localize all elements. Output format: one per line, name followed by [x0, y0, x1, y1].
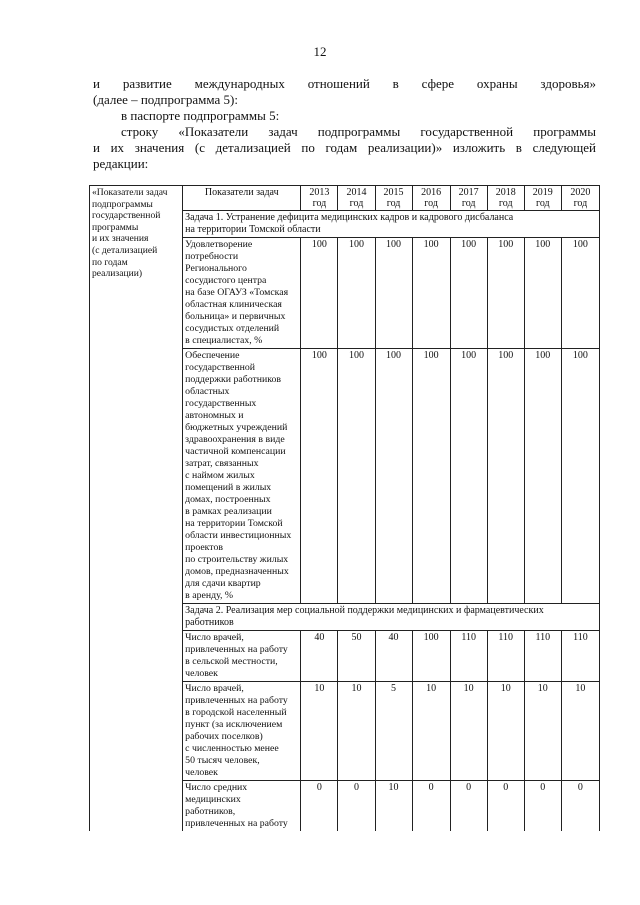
task-title	[183, 211, 600, 238]
indicator-value: 0	[561, 781, 599, 832]
year-suffix: год	[498, 198, 513, 209]
indicator-value: 100	[301, 349, 338, 604]
indicator-value: 100	[338, 349, 375, 604]
paragraph-line: (далее – подпрограмма 5):	[93, 92, 238, 107]
indicator-value: 100	[301, 238, 338, 349]
indicator-name	[183, 781, 301, 832]
indicator-name-line: государственных	[185, 398, 257, 409]
indicator-name-line: человек	[185, 668, 218, 679]
indicator-name-line: в сельской местности,	[185, 656, 278, 667]
year-suffix: год	[424, 198, 438, 209]
year-suffix: год	[573, 198, 588, 209]
paragraph-line: в паспорте подпрограммы 5:	[121, 108, 280, 123]
indicator-value: 100	[450, 238, 487, 349]
year-header	[338, 186, 375, 211]
indicator-value: 100	[412, 238, 450, 349]
indicator-value: 100	[524, 349, 561, 604]
indicator-name-line: домах, построенных	[185, 494, 271, 505]
paragraph-line: строку «Показатели задач подпрограммы государственной программы	[121, 124, 596, 139]
indicator-value: 100	[375, 349, 412, 604]
indicators-table	[89, 185, 600, 831]
indicator-name-line: пункт (за исключением	[185, 719, 283, 730]
indicator-name-line: частичной компенсации	[185, 446, 286, 457]
indicator-value: 0	[412, 781, 450, 832]
year-number: 2015	[383, 187, 404, 198]
year-number: 2018	[495, 187, 516, 198]
amendment-paragraph	[93, 124, 596, 172]
indicator-value: 100	[412, 631, 450, 682]
indicator-value: 10	[412, 682, 450, 781]
indicator-name-line: бюджетных учреждений	[185, 422, 288, 433]
indicator-value: 100	[375, 238, 412, 349]
year-header	[450, 186, 487, 211]
indicator-name-line: рабочих поселков)	[185, 731, 263, 742]
indicator-name-line: Число врачей,	[185, 683, 244, 694]
indicator-value: 10	[524, 682, 561, 781]
indicator-name-line: помещений в жилых	[185, 482, 272, 493]
year-number: 2014	[346, 187, 367, 198]
indicator-name-line: сосудистых отделений	[185, 323, 280, 334]
lead-cell-line: «Показатели задач	[92, 187, 168, 198]
indicator-name	[183, 238, 301, 349]
indicator-value: 0	[487, 781, 524, 832]
indicator-value: 40	[301, 631, 338, 682]
indicator-value: 10	[561, 682, 599, 781]
indicator-name-line: на базе ОГАУЗ «Томская	[185, 287, 289, 298]
indicator-value: 100	[561, 238, 599, 349]
year-number: 2020	[570, 187, 591, 198]
indicator-value: 100	[487, 238, 524, 349]
year-number: 2019	[532, 187, 553, 198]
indicator-value: 0	[450, 781, 487, 832]
page-number: 12	[313, 44, 327, 59]
indicator-name-line: проектов	[185, 542, 223, 553]
indicator-name-line: работников,	[185, 806, 236, 817]
year-suffix: год	[349, 198, 364, 209]
indicator-name-line: Число средних	[185, 782, 248, 793]
indicator-name-line: на территории Томской	[185, 518, 283, 529]
indicator-name	[183, 631, 301, 682]
year-suffix: год	[461, 198, 476, 209]
indicator-name-line: Обеспечение	[185, 350, 240, 361]
indicator-name-line: затрат, связанных	[185, 458, 259, 469]
indicator-name	[183, 349, 301, 604]
indicator-name-line: поддержки работников	[185, 374, 282, 385]
indicator-value: 0	[301, 781, 338, 832]
indicator-value: 100	[561, 349, 599, 604]
indicator-value: 100	[450, 349, 487, 604]
indicator-name	[183, 682, 301, 781]
paragraph-line: и развитие международных отношений в сфере охраны здоровья»	[93, 76, 596, 91]
indicator-name-line: привлеченных на работу	[185, 695, 288, 706]
indicator-name-line: для сдачи квартир	[185, 578, 261, 589]
year-suffix: год	[386, 198, 401, 209]
intro-paragraph	[93, 76, 596, 108]
indicator-value: 110	[524, 631, 561, 682]
year-number: 2013	[309, 187, 330, 198]
indicator-name-line: в городской населенный	[185, 707, 287, 718]
paragraph-line: редакции:	[93, 156, 149, 171]
indicator-name-line: в аренду, %	[185, 590, 234, 601]
indicator-name-line: области инвестиционных	[185, 530, 292, 541]
task-title-line: Задача 1. Устранение дефицита медицинских кадров и кадрового дисбаланса	[185, 212, 514, 223]
header-label: Показатели задач	[183, 186, 301, 211]
table-header-row	[90, 186, 600, 211]
year-header	[301, 186, 338, 211]
indicator-name-line: государственной	[185, 362, 255, 373]
year-header	[561, 186, 599, 211]
indicator-value: 100	[412, 349, 450, 604]
indicator-value: 10	[338, 682, 375, 781]
indicator-value: 10	[450, 682, 487, 781]
task-title-line: на территории Томской области	[185, 224, 321, 235]
indicator-name-line: областная клиническая	[185, 299, 282, 310]
indicator-value: 110	[561, 631, 599, 682]
year-number: 2017	[458, 187, 479, 198]
indicator-name-line: по строительству жилых	[185, 554, 289, 565]
year-number: 2016	[421, 187, 442, 198]
indicator-name-line: потребности	[185, 251, 239, 262]
indicator-name-line: здравоохранения в виде	[185, 434, 285, 445]
lead-cell-line: и их значения	[92, 233, 149, 245]
year-suffix: год	[312, 198, 327, 209]
indicator-name-line: медицинских	[185, 794, 241, 805]
lead-cell-line: (с детализацией	[92, 244, 158, 256]
lead-cell-line: государственной	[92, 210, 161, 222]
lead-cell-line: подпрограммы	[92, 198, 153, 210]
indicator-value: 100	[524, 238, 561, 349]
indicator-value: 100	[338, 238, 375, 349]
indicator-value: 110	[450, 631, 487, 682]
lead-cell-line: по годам	[92, 256, 128, 268]
indicator-name-line: больница» и первичных	[185, 311, 286, 322]
indicator-name-line: с наймом жилых	[185, 470, 255, 481]
indicator-value: 50	[338, 631, 375, 682]
indicator-value: 100	[487, 349, 524, 604]
indicator-value: 0	[524, 781, 561, 832]
year-suffix: год	[535, 198, 550, 209]
indicator-value: 0	[338, 781, 375, 832]
year-header	[412, 186, 450, 211]
indicator-name-line: с численностью менее	[185, 743, 279, 754]
indicator-name-line: человек	[185, 767, 218, 778]
indicator-value: 10	[375, 781, 412, 832]
indicator-name-line: Число врачей,	[185, 632, 244, 643]
lead-cell-line: программы	[92, 221, 139, 233]
lead-cell-line: реализации)	[92, 268, 143, 280]
task-title	[183, 604, 600, 631]
lead-cell	[90, 186, 183, 832]
paragraph-line: и их значения (с детализацией по годам реализации)» изложить в следующей	[93, 140, 596, 155]
year-header	[375, 186, 412, 211]
indicator-value: 40	[375, 631, 412, 682]
indicator-name-line: привлеченных на работу	[185, 644, 288, 655]
task-title-line: работников	[185, 617, 234, 628]
indicator-name-line: привлеченных на работу	[185, 818, 288, 829]
indicator-name-line: автономных и	[185, 410, 244, 421]
passport-paragraph	[93, 108, 596, 124]
indicator-name-line: домов, предназначенных	[185, 566, 289, 577]
indicator-name-line: областных	[185, 386, 230, 397]
year-header	[487, 186, 524, 211]
task-title-line: Задача 2. Реализация мер социальной поддержки медицинских и фармацевтических	[185, 605, 544, 616]
year-header	[524, 186, 561, 211]
indicator-name-line: 50 тысяч человек,	[185, 755, 260, 766]
indicator-value: 10	[301, 682, 338, 781]
indicator-name-line: Регионального	[185, 263, 247, 274]
indicator-name-line: Удовлетворение	[185, 239, 253, 250]
indicator-value: 5	[375, 682, 412, 781]
indicator-value: 10	[487, 682, 524, 781]
indicator-name-line: в рамках реализации	[185, 506, 272, 517]
indicator-name-line: сосудистого центра	[185, 275, 267, 286]
indicator-name-line: в специалистах, %	[185, 335, 263, 346]
indicator-value: 110	[487, 631, 524, 682]
